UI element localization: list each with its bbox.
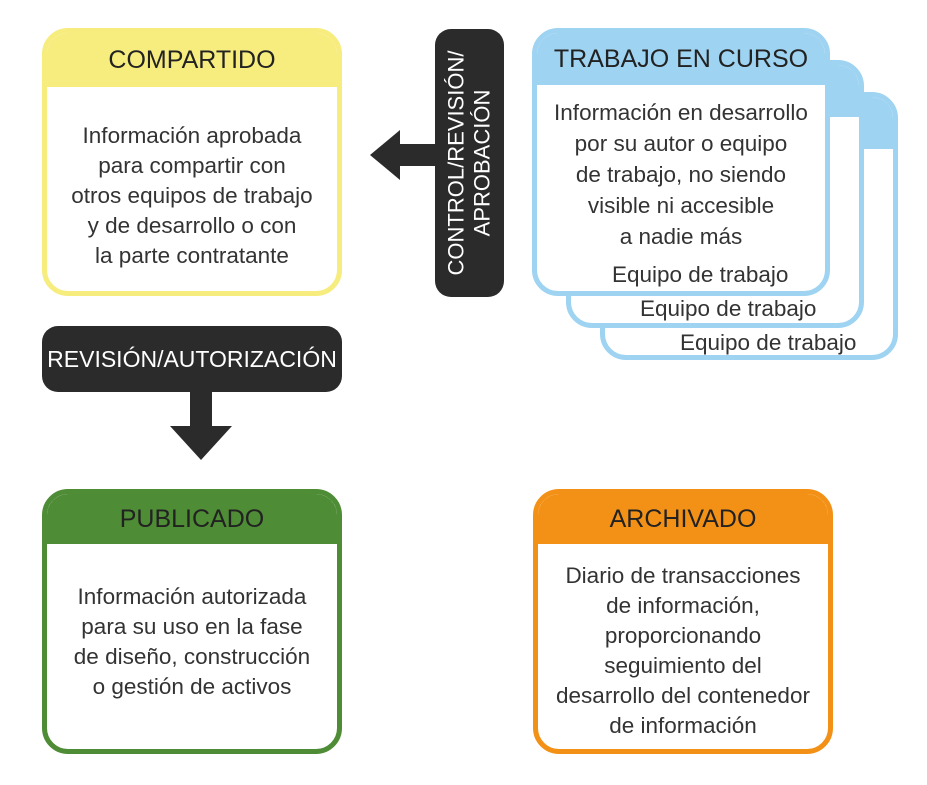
shared-box bbox=[42, 28, 342, 296]
wip-title: TRABAJO EN CURSO bbox=[537, 33, 825, 85]
archived-description: Diario de transacciones de información, proporcionando seguimiento del desarrollo del contenedor de información bbox=[556, 563, 810, 738]
shared-description: Información aprobada para compartir con otros equipos de trabajo y de desarrollo o con la parte contratante bbox=[71, 123, 313, 268]
shared-title: COMPARTIDO bbox=[47, 33, 337, 87]
published-description: Información autorizada para su uso en la fase de diseño, construcción o gestión de activos bbox=[73, 584, 311, 699]
team-label-3: Equipo de trabajo bbox=[680, 330, 857, 355]
published-box bbox=[42, 489, 342, 754]
team-label-1: Equipo de trabajo bbox=[612, 262, 789, 287]
wip-description: Información en desarrollo por su autor o equipo de trabajo, no siendo visible ni accesible a nadie más bbox=[554, 100, 808, 249]
team-label-2: Equipo de trabajo bbox=[640, 296, 817, 321]
wip-box bbox=[532, 28, 830, 296]
arrow-left-icon bbox=[370, 130, 440, 180]
control-review-approval-label bbox=[435, 29, 504, 297]
review-authorization-label: REVISIÓN/AUTORIZACIÓN bbox=[42, 326, 342, 392]
published-title: PUBLICADO bbox=[47, 494, 337, 544]
archived-title: ARCHIVADO bbox=[538, 494, 828, 544]
arrow-down-icon bbox=[170, 390, 232, 460]
archived-box bbox=[533, 489, 833, 754]
control-review-approval-text: CONTROL/REVISIÓN/ APROBACIÓN bbox=[443, 50, 495, 276]
